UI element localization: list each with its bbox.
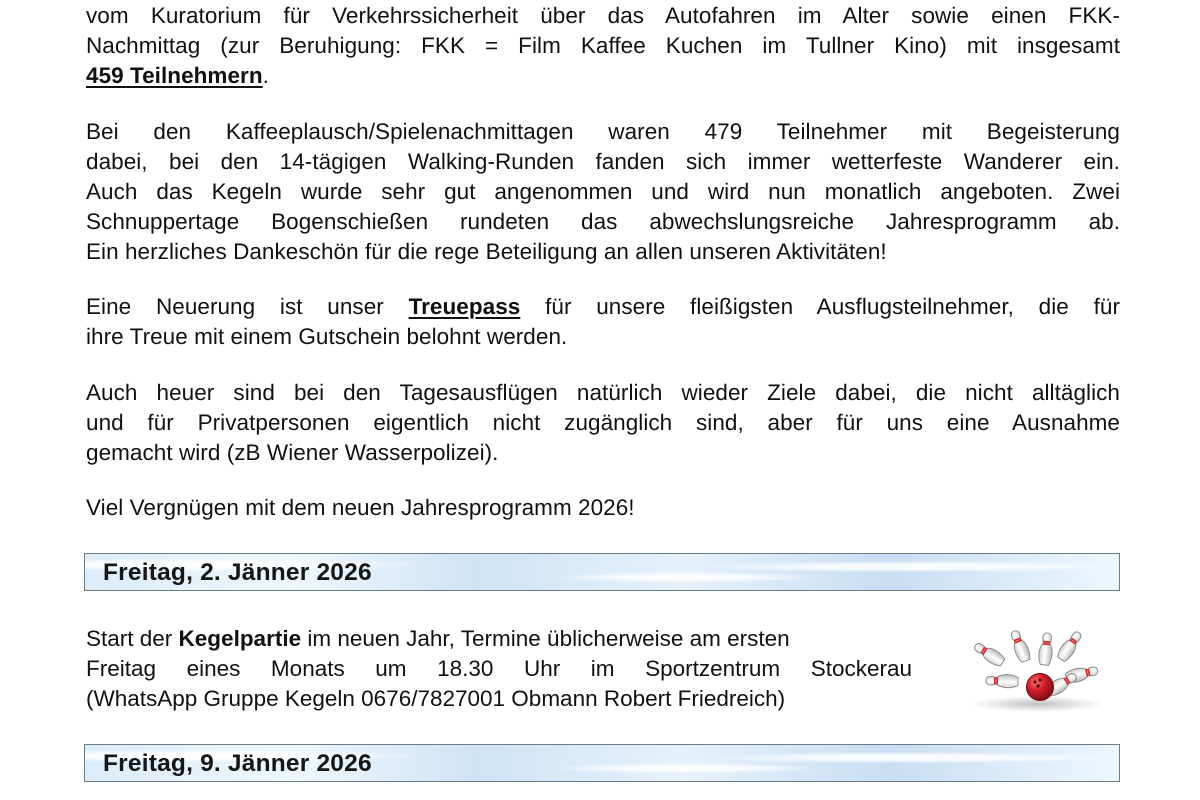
intro-line-2: Nachmittag (zur Beruhigung: FKK = Film Kaffee Kuchen im Tullner Kino) mit insgesamt [86,33,1120,58]
loyalty-paragraph [86,292,1120,352]
bowling-pin [1008,629,1032,664]
participants-emphasis: 459 Teilnehmern [86,63,263,88]
tours-line-2: und für Privatpersonen eigentlich nicht zugänglich sind, aber für uns eine Ausnahme [86,410,1120,435]
activities-paragraph [86,117,1120,267]
loyalty-prefix: Eine Neuerung ist unser [86,294,409,319]
activities-line-4: Schnuppertage Bogenschießen rundeten das abwechslungsreiche Jahresprogramm ab. [86,209,1120,234]
tours-line-1: Auch heuer sind bei den Tagesausflügen natürlich wieder Ziele dabei, die nicht alltäglich [86,380,1120,405]
activities-line-5: Ein herzliches Dankeschön für die rege Beteiligung an allen unseren Aktivitäten! [86,239,887,264]
loyalty-line-2: ihre Treue mit einem Gutschein belohnt werden. [86,324,568,349]
bowling-ball [1027,674,1054,701]
activities-line-1: Bei den Kaffeeplausch/Spielenachmittagen waren 479 Teilnehmer mit Begeisterung [86,119,1120,144]
event-line-2: Freitag eines Monats um 18.30 Uhr im Sportzentrum Stockerau [86,656,912,681]
intro-paragraph [86,1,1120,91]
tours-paragraph [86,378,1120,468]
tours-line-3: gemacht wird (zB Wiener Wasserpolizei). [86,440,499,465]
bowling-icon [960,626,1114,716]
intro-line-1: vom Kuratorium für Verkehrssicherheit über das Autofahren im Alter sowie einen FKK- [86,3,1120,28]
event-prefix: Start der [86,626,179,651]
event-suffix: im neuen Jahr, Termine üblicherweise am ersten [301,626,790,651]
activities-line-2: dabei, bei den 14-tägigen Walking-Runden fanden sich immer wetterfeste Wanderer ein. [86,149,1120,174]
bowling-pin [986,674,1018,688]
bowling-pin [1038,632,1054,665]
event-description [86,624,912,714]
event-date-banner [84,744,1120,782]
loyalty-line-1 [86,292,1120,322]
bowling-pin [972,640,1006,668]
treuepass-emphasis: Treuepass [408,294,521,319]
closing-paragraph [86,493,1120,523]
event-date-banner [84,553,1120,591]
event-date: Freitag, 2. Jänner 2026 [103,559,372,586]
bowling-pin [1056,629,1085,663]
event-line-3: (WhatsApp Gruppe Kegeln 0676/7827001 Obmann Robert Friedreich) [86,686,786,711]
activities-line-3: Auch das Kegeln wurde sehr gut angenommen und wird nun monatlich angeboten. Zwei [86,179,1120,204]
intro-period: . [262,63,269,88]
intro-line-3 [86,61,1120,91]
closing-line: Viel Vergnügen mit dem neuen Jahresprogramm 2026! [86,495,635,520]
kegelpartie-highlight: Kegelpartie [178,626,302,651]
loyalty-suffix: für unsere fleißigsten Ausflugsteilnehmer, die für [520,294,1120,319]
event-date: Freitag, 9. Jänner 2026 [103,750,372,777]
event-line-1 [86,624,912,654]
